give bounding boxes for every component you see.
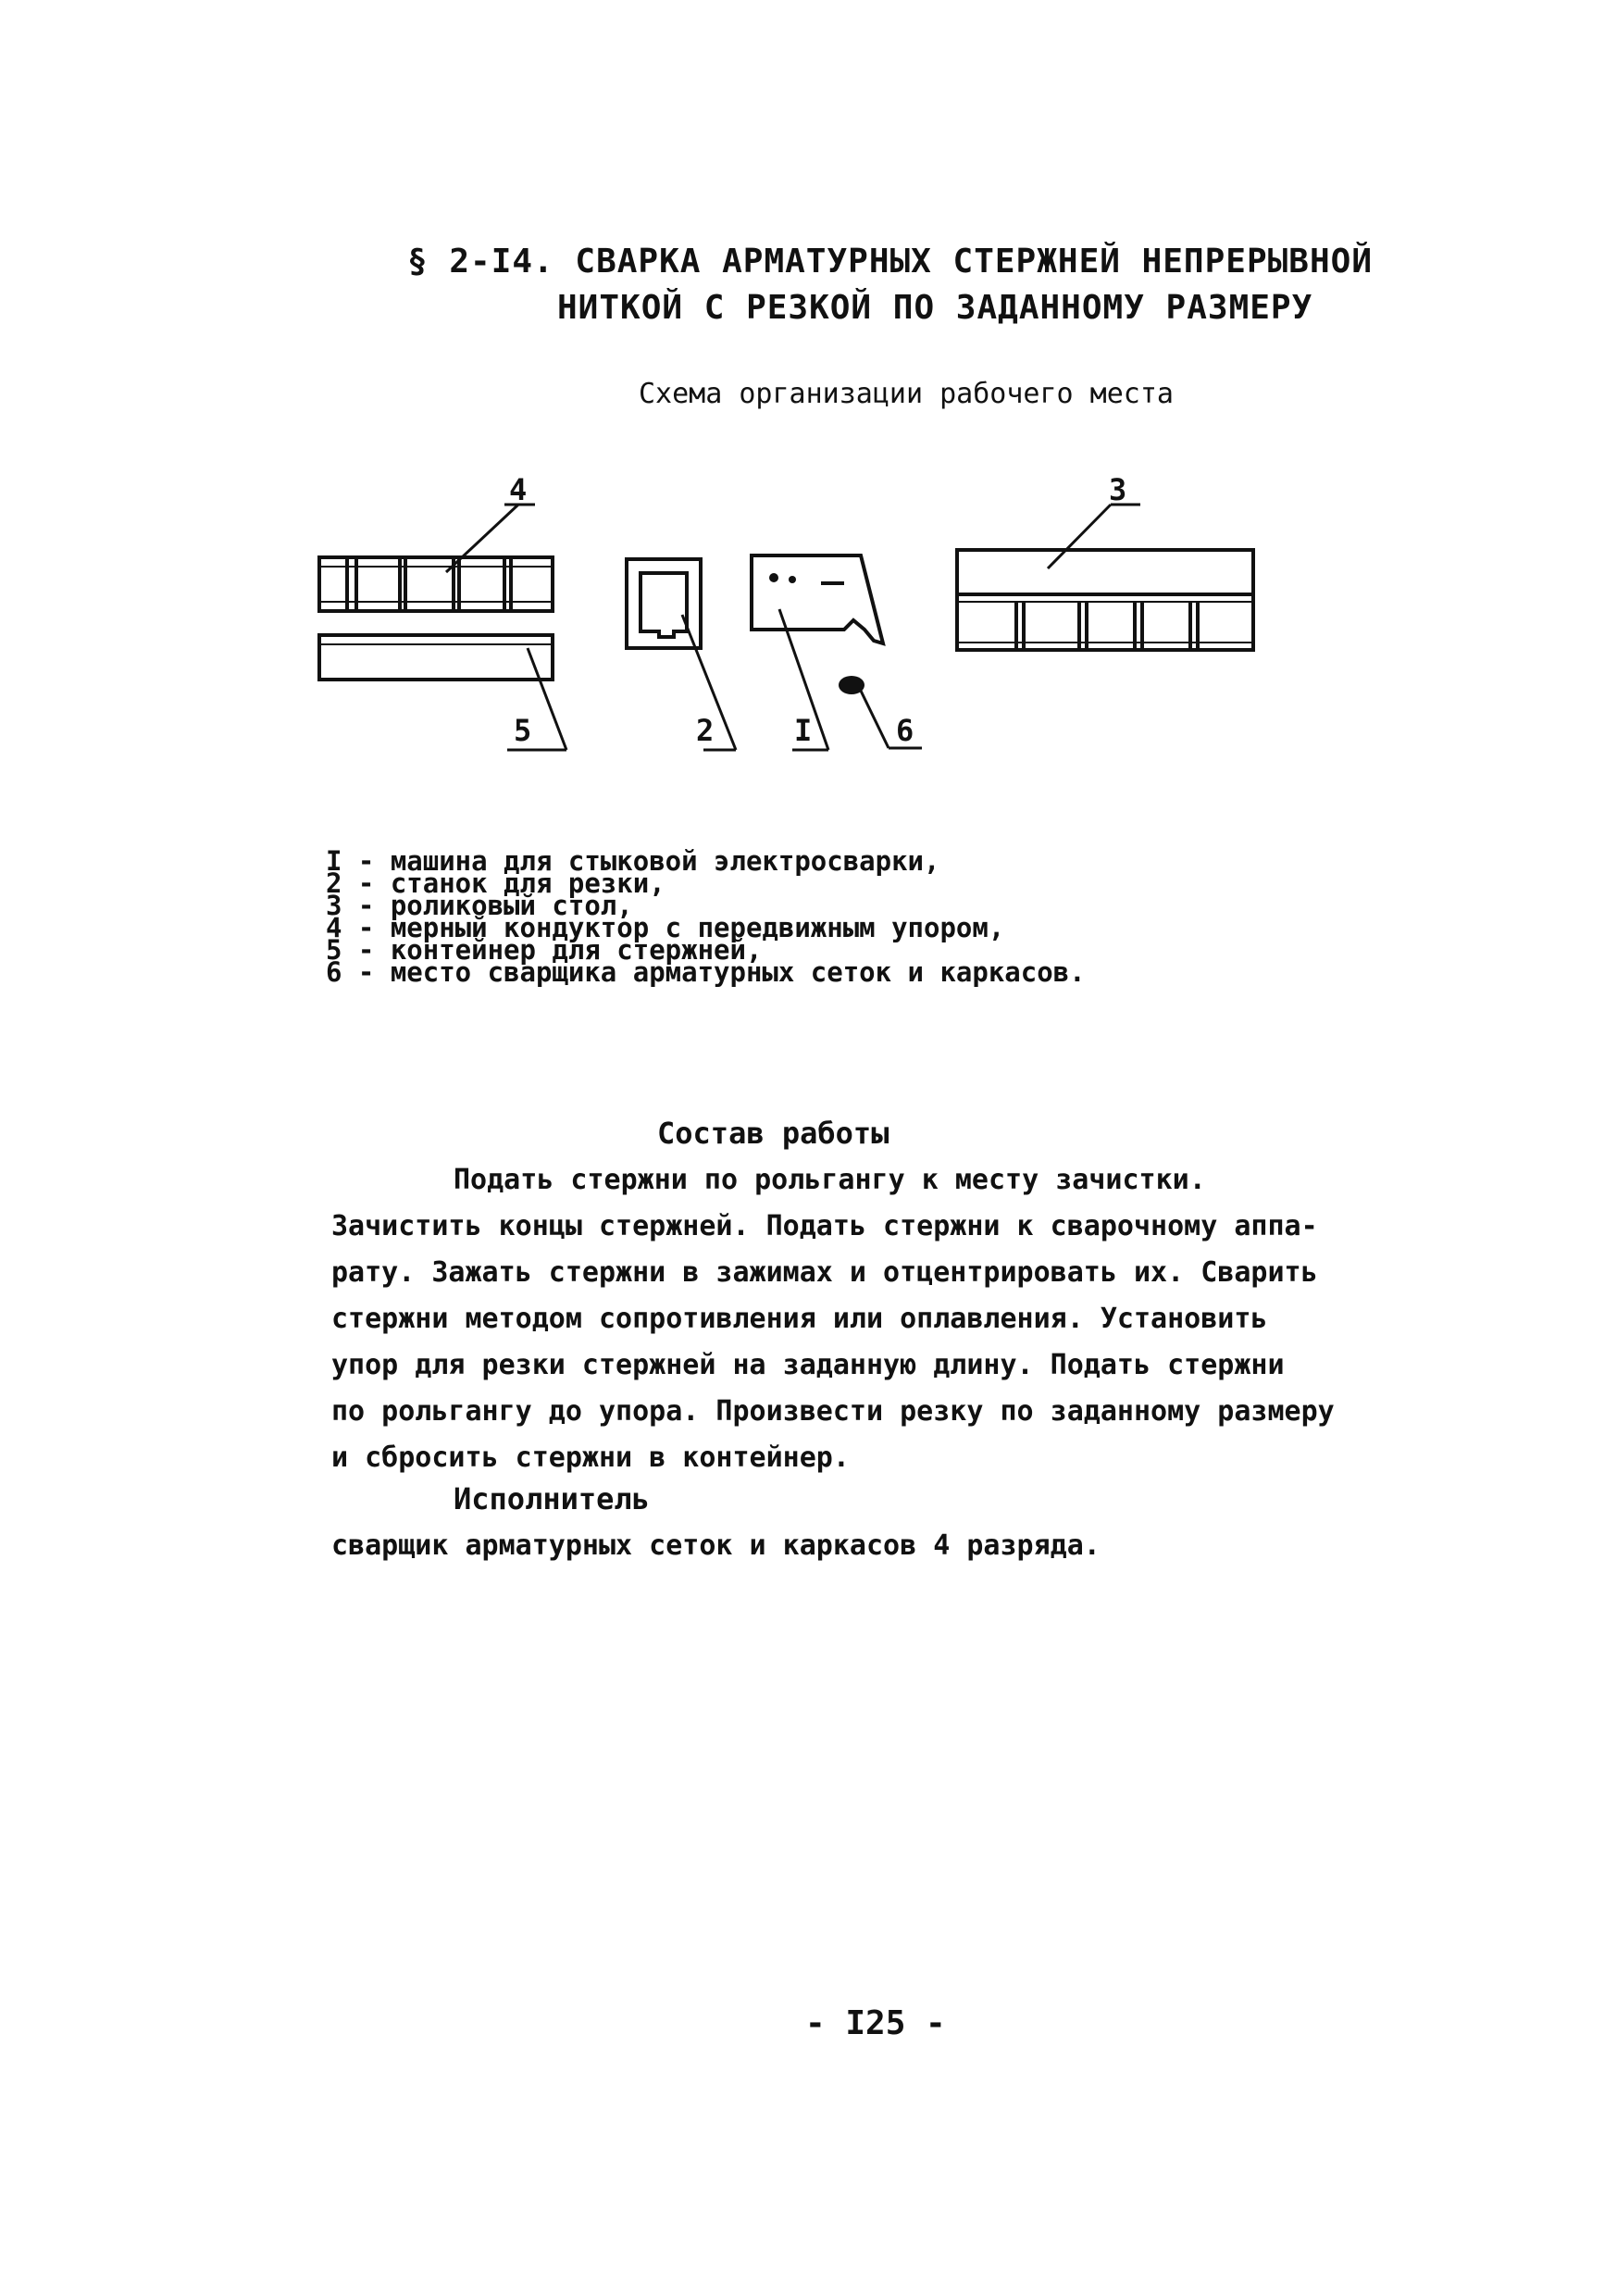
text-line: по рольгангу до упора. Произвести резку по заданному размеру (331, 1395, 1335, 1428)
legend-item: 3 - роликовый стол, (326, 890, 633, 921)
executor-text: сварщик арматурных сеток и каркасов 4 разряда. (331, 1529, 1101, 1562)
text-line: рату. Зажать стержни в зажимах и отцентрировать их. Сварить (331, 1256, 1318, 1289)
section-title-line-2: НИТКОЙ С РЕЗКОЙ ПО ЗАДАННОМУ РАЗМЕРУ (557, 289, 1313, 327)
container-shape (319, 635, 553, 680)
text-line: упор для резки стержней на заданную длину. Подать стержни (331, 1349, 1285, 1381)
text-line: Подать стержни по рольгангу к месту зачистки. (454, 1164, 1206, 1196)
diagram-label-5: 5 (514, 713, 532, 748)
diagram-label-6: 6 (896, 713, 914, 748)
measuring-conductor-shape (319, 557, 553, 611)
diagram-label-3: 3 (1109, 472, 1127, 507)
executor-heading: Исполнитель (454, 1481, 650, 1516)
diagram-caption: Схема организации рабочего места (639, 378, 1174, 410)
section-title-line-1: § 2-I4. СВАРКА АРМАТУРНЫХ СТЕРЖНЕЙ НЕПРЕРЫВНОЙ (407, 243, 1373, 281)
legend-item: 4 - мерный кондуктор с передвижным упором, (326, 912, 1005, 943)
diagram-legend (326, 845, 1086, 988)
work-composition-text (331, 1157, 1424, 1481)
diagram-label-4: 4 (509, 472, 528, 507)
text-line: Зачистить концы стержней. Подать стержни к сварочному аппа- (331, 1210, 1318, 1242)
text-line: и сбросить стержни в контейнер. (331, 1441, 850, 1474)
welder-place-mark (839, 676, 864, 694)
roller-table-shape (957, 550, 1253, 650)
legend-item: 6 - место сварщика арматурных сеток и каркасов. (326, 956, 1086, 988)
legend-item: 2 - станок для резки, (326, 867, 665, 899)
legend-item: I - машина для стыковой электросварки, (326, 845, 940, 877)
welding-machine-shape (752, 555, 883, 643)
work-composition-heading: Состав работы (657, 1116, 889, 1151)
legend-item: 5 - контейнер для стержней, (326, 934, 763, 966)
page-number: - I25 - (805, 2004, 946, 2042)
diagram-label-2: 2 (696, 713, 715, 748)
workplace-diagram (0, 0, 1617, 833)
diagram-label-1: I (794, 713, 813, 748)
text-line: стержни методом сопротивления или оплавления. Установить (331, 1303, 1268, 1335)
